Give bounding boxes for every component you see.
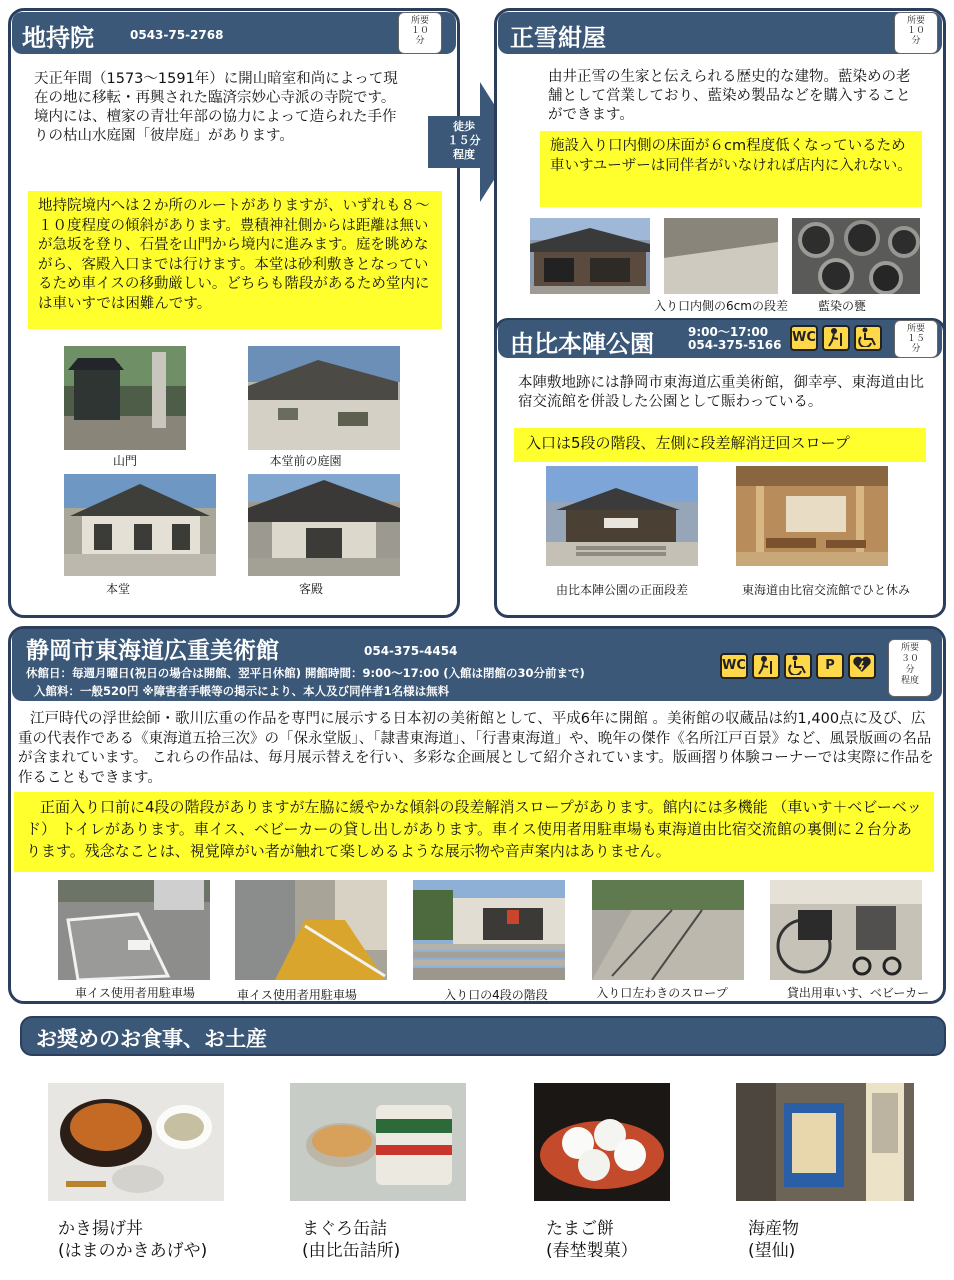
museum-phone: 054-375-4454 bbox=[364, 644, 458, 658]
photo-maguro-can bbox=[290, 1083, 466, 1201]
elderly-icon bbox=[822, 325, 850, 351]
museum-title: 静岡市東海道広重美術館 bbox=[26, 638, 279, 664]
jijiin-access-note: 地持院境内へは２か所のルートがありますが、いずれも８～１０度程度の傾斜があります。豊積神社側からは距離は無いが急坂を登り、石畳を山門から境内に進みます。庭を眺めながら、客殿入口までは行けます。本堂は砂利敷きとなっているため車イスの移動厳しい。どちらも階段があるため堂内には車いすでは困難んです。 bbox=[28, 191, 442, 329]
photo-shosetsu-aigame bbox=[792, 218, 920, 294]
museum-header bbox=[12, 629, 942, 701]
shosetsu-access-note: 施設入り口内側の床面が６cm程度低くなっているため車いすユーザーは同伴者がいなければ店内に入れない。 bbox=[540, 131, 922, 207]
photo-kakiage-don bbox=[48, 1083, 224, 1201]
wheelchair-icon bbox=[784, 653, 812, 679]
photo-yui-koryukan-caption: 東海道由比宿交流館でひと休み bbox=[741, 583, 910, 597]
elderly-icon bbox=[752, 653, 780, 679]
food-maguro-label: まぐろ缶詰 (由比缶詰所) bbox=[302, 1219, 401, 1261]
shosetsu-description: 由井正雪の生家と伝えられる歴史的な建物。藍染めの老舗として営業しており、藍染め製品などを購入することができます。 bbox=[548, 69, 911, 123]
yui-access-note: 入口は5段の階段、左側に段差解消迂回スロープ bbox=[514, 428, 926, 462]
jijiin-header bbox=[12, 12, 456, 54]
photo-hondo-garden-caption: 本堂前の庭園 bbox=[269, 454, 342, 468]
food-kaisan-label: 海産物 (望仙) bbox=[748, 1219, 799, 1261]
photo-wheelchair-rental-caption: 貸出用車いす、ベビーカー bbox=[786, 986, 930, 1000]
photo-yui-front bbox=[546, 466, 698, 566]
jijiin-description: 天正年間（1573～1591年）に開山暗室和尚によって現在の地に移転・再興された臨済宗妙心寺派の寺院です。境内には、檀家の青壮年部の協力によって造られた手作りの枯山水庭園「彼岸庭」があります。 bbox=[34, 71, 398, 144]
yui-time-badge: 所要 １５ 分 bbox=[894, 320, 938, 358]
photo-wheelchair-rental bbox=[770, 880, 922, 980]
wheelchair-icon bbox=[854, 325, 882, 351]
museum-info-fee: 入館料：一般520円 ※障害者手帳等の掲示により、本人及び同伴者1名様は無料 bbox=[34, 684, 450, 698]
shosetsu-time-badge: 所要 １０ 分 bbox=[894, 12, 938, 54]
photo-parking-2 bbox=[235, 880, 387, 980]
photo-hondo-caption: 本堂 bbox=[105, 582, 130, 596]
jijiin-title: 地持院 bbox=[22, 24, 94, 52]
photo-yui-front-caption: 由比本陣公園の正面段差 bbox=[555, 583, 688, 597]
shosetsu-title: 正雪紺屋 bbox=[510, 24, 606, 52]
food-title: お奨めのお食事、お土産 bbox=[36, 1027, 267, 1051]
yui-description: 本陣敷地跡には静岡市東海道広重美術館，御幸亭、東海道由比宿交流館を併設した公園として賑わっている。 bbox=[518, 375, 924, 410]
aed-icon bbox=[848, 653, 876, 679]
photo-kaisanbutsu bbox=[736, 1083, 914, 1201]
photo-parking-2-caption: 車イス使用者用駐車場 bbox=[237, 988, 357, 1002]
photo-shosetsu-front bbox=[530, 218, 650, 294]
photo-kyakuden-caption: 客殿 bbox=[298, 582, 323, 596]
shosetsu-aigame-caption: 藍染の甕 bbox=[817, 299, 866, 313]
shosetsu-step-caption: 入り口内側の6cmの段差 bbox=[654, 299, 788, 313]
food-tamago-label: たまご餅 (春埜製菓） bbox=[546, 1219, 638, 1261]
photo-kyakuden bbox=[248, 474, 400, 576]
parking-icon: P bbox=[816, 653, 844, 679]
museum-time-badge: 所要 ３０ 分 程度 bbox=[888, 639, 932, 697]
yui-hours: 9:00～17:00 bbox=[688, 325, 769, 339]
yui-header bbox=[498, 320, 942, 358]
yui-title: 由比本陣公園 bbox=[510, 330, 654, 358]
photo-sanmon-caption: 山門 bbox=[112, 454, 137, 468]
wc-icon: WC bbox=[720, 653, 748, 679]
yui-phone: 054-375-5166 bbox=[688, 338, 782, 352]
photo-parking-1-caption: 車イス使用者用駐車場 bbox=[75, 986, 195, 1000]
photo-museum-slope bbox=[592, 880, 744, 980]
walk-label: 徒歩 １５分 程度 bbox=[447, 120, 481, 161]
photo-museum-slope-caption: 入り口左わきのスロープ bbox=[596, 986, 728, 1000]
food-header bbox=[20, 1016, 946, 1056]
photo-museum-stairs bbox=[413, 880, 565, 980]
photo-tamago-mochi bbox=[534, 1083, 670, 1201]
museum-info-hours: 休館日：毎週月曜日(祝日の場合は開館、翌平日休館) 開館時間：9:00～17:00 (入館は閉館の30分前まで) bbox=[26, 666, 585, 680]
food-kakiage-label: かき揚げ丼 (はまのかきあげや) bbox=[58, 1219, 208, 1261]
jijiin-time-badge: 所要 １０ 分 bbox=[398, 12, 442, 54]
shosetsu-header bbox=[498, 12, 942, 54]
museum-description: 江戸時代の浮世絵師・歌川広重の作品を専門に展示する日本初の美術館として、平成6年に開館 。美術館の収蔵品は約1,400点に及び、広重の代表作である《東海道五拾三次》の「保永堂版」、「隷書東海道」、「行書東海道」や、晩年の傑作《名所江戸百景》など、風景版画の名品が含まれています。 これらの作品は、毎月展示替えを行い、多彩な企画展として紹介されています。版画摺り体験コーナーでは実際に作品を作ることもできます。 bbox=[18, 711, 934, 786]
photo-shosetsu-step bbox=[664, 218, 778, 294]
photo-hondo-garden bbox=[248, 346, 400, 450]
photo-sanmon bbox=[64, 346, 186, 450]
museum-access-note: 正面入り口前に4段の階段がありますが左脇に緩やかな傾斜の段差解消スロープがあります。館内には多機能 （車いす＋ベビーベッド） トイレがあります。車イス、ベビーカーの貸し出しがあります。車イス使用者用駐車場も東海道由比宿交流館の裏側に２台分あります。残念なことは、視覚障がい者が触れて楽しめるような展示物や音声案内はありません。 bbox=[14, 792, 934, 872]
photo-yui-koryukan bbox=[736, 466, 888, 566]
jijiin-phone: 0543-75-2768 bbox=[130, 28, 224, 42]
photo-museum-stairs-caption: 入り口の4段の階段 bbox=[444, 988, 548, 1002]
photo-parking-1 bbox=[58, 880, 210, 980]
wc-icon: WC bbox=[790, 325, 818, 351]
photo-hondo bbox=[64, 474, 216, 576]
